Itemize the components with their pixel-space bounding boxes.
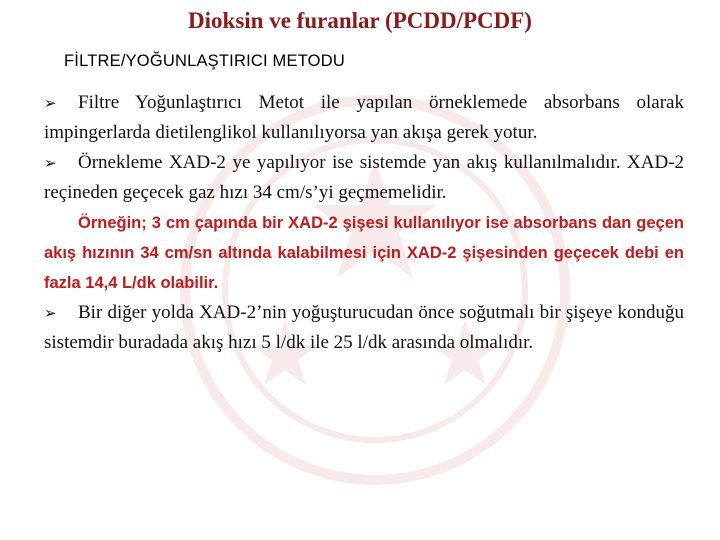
paragraph-text: Filtre Yoğunlaştırıcı Metot ile yapılan örneklemede absorbans olarak impingerlarda dietilenglikol kullanılıyorsa yan akışa gerek yotur. — [44, 92, 684, 143]
bullet-paragraph-1 — [44, 88, 684, 148]
bullet-paragraph-2 — [44, 148, 684, 208]
arrow-bullet-icon: ➢ — [44, 304, 57, 322]
arrow-bullet-icon: ➢ — [44, 94, 57, 112]
content-body — [44, 88, 684, 358]
paragraph-text: Bir diğer yolda XAD-2’nin yoğuşturucudan önce soğutmalı bir şişeye konduğu sistemdir buradada akış hızı 5 l/dk ile 25 l/dk arasında olmalıdır. — [44, 302, 684, 353]
bullet-paragraph-3 — [44, 298, 684, 358]
page-subtitle: FİLTRE/YOĞUNLAŞTIRICI METODU — [64, 52, 345, 70]
paragraph-text: Örnekleme XAD-2 ye yapılıyor ise sistemde yan akış kullanılmalıdır. XAD-2 reçineden geçecek gaz hızı 34 cm/s’yi geçmemelidir. — [44, 152, 684, 203]
page-title: Dioksin ve furanlar (PCDD/PCDF) — [188, 8, 532, 33]
arrow-bullet-icon: ➢ — [44, 154, 57, 172]
example-paragraph: Örneğin; 3 cm çapında bir XAD-2 şişesi kullanılıyor ise absorbans dan geçen akış hızının 34 cm/sn altında kalabilmesi için XAD-2 şişesinden geçecek debi en fazla 14,4 L/dk olabilir. — [44, 214, 684, 292]
